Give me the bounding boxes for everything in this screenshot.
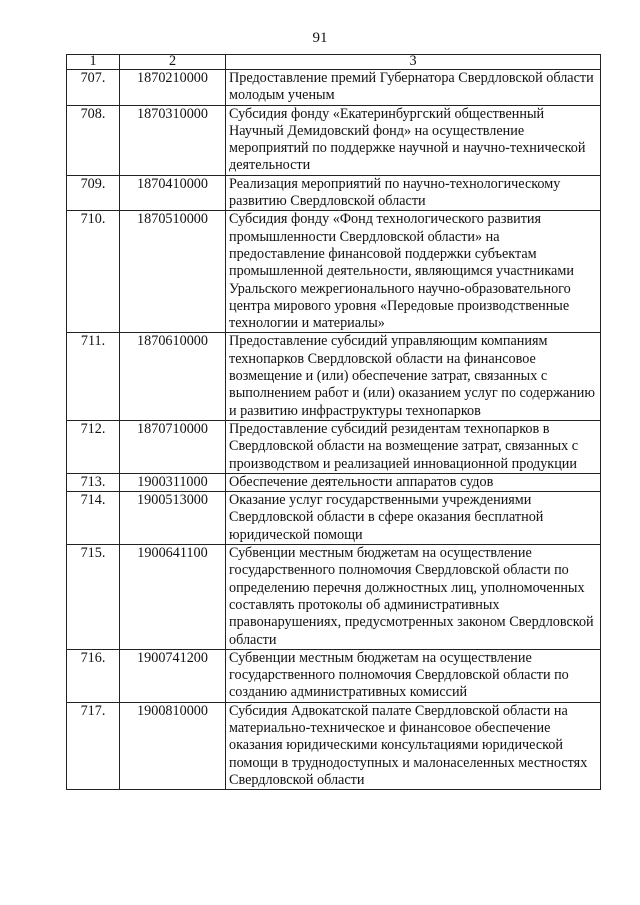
column-header-2: 2 xyxy=(120,55,226,70)
table-row xyxy=(67,105,601,175)
row-code: 1900810000 xyxy=(120,702,226,789)
column-header-3: 3 xyxy=(226,55,601,70)
row-code: 1900641100 xyxy=(120,545,226,650)
row-description: Предоставление субсидий резидентам технопарков в Свердловской области на возмещение затрат, связанных с производством и реализацией инновационной продукции xyxy=(226,420,601,473)
table-row xyxy=(67,420,601,473)
table-row xyxy=(67,211,601,333)
row-code: 1870310000 xyxy=(120,105,226,175)
row-number: 713. xyxy=(67,473,120,491)
row-number: 707. xyxy=(67,70,120,106)
row-number: 714. xyxy=(67,492,120,545)
row-number: 710. xyxy=(67,211,120,333)
row-description: Субсидия фонду «Екатеринбургский общественный Научный Демидовский фонд» на осуществление мероприятий по поддержке научной и научно-технической деятельности xyxy=(226,105,601,175)
row-description: Субвенции местным бюджетам на осуществление государственного полномочия Свердловской области по определению перечня должностных лиц, уполномоченных составлять протоколы об административных правонарушениях, предусмотренных законом Свердловской области xyxy=(226,545,601,650)
row-number: 712. xyxy=(67,420,120,473)
row-description: Субвенции местным бюджетам на осуществление государственного полномочия Свердловской области по созданию административных комиссий xyxy=(226,649,601,702)
row-number: 708. xyxy=(67,105,120,175)
row-code: 1900513000 xyxy=(120,492,226,545)
budget-codes-table xyxy=(66,54,601,790)
row-code: 1870510000 xyxy=(120,211,226,333)
row-description: Предоставление субсидий управляющим компаниям технопарков Свердловской области на финансовое возмещение и (или) обеспечение затрат, связанных с выполнением работ и (или) оказанием услуг по содержанию и развитию инфраструктуры технопарков xyxy=(226,333,601,420)
row-description: Субсидия Адвокатской палате Свердловской области на материально-техническое и финансовое обеспечение оказания юридическими консультациями юридической помощи в труднодоступных и малонаселенных местностях Свердловской области xyxy=(226,702,601,789)
row-number: 715. xyxy=(67,545,120,650)
row-code: 1870710000 xyxy=(120,420,226,473)
row-description: Предоставление премий Губернатора Свердловской области молодым ученым xyxy=(226,70,601,106)
table-row xyxy=(67,649,601,702)
table-row xyxy=(67,70,601,106)
table-row xyxy=(67,702,601,789)
row-code: 1900311000 xyxy=(120,473,226,491)
table-row xyxy=(67,492,601,545)
row-number: 717. xyxy=(67,702,120,789)
table-row xyxy=(67,473,601,491)
row-code: 1870410000 xyxy=(120,175,226,211)
table-row xyxy=(67,175,601,211)
column-header-1: 1 xyxy=(67,55,120,70)
row-description: Субсидия фонду «Фонд технологического развития промышленности Свердловской области» на предоставление финансовой поддержки субъектам промышленной деятельности, являющимся участниками Уральского межрегионального научно-образовательного центра мирового уровня «Передовые производственные технологии и материалы» xyxy=(226,211,601,333)
row-code: 1870210000 xyxy=(120,70,226,106)
row-number: 709. xyxy=(67,175,120,211)
page-number: 91 xyxy=(312,30,328,46)
row-number: 716. xyxy=(67,649,120,702)
row-code: 1870610000 xyxy=(120,333,226,420)
row-number: 711. xyxy=(67,333,120,420)
row-description: Реализация мероприятий по научно-технологическому развитию Свердловской области xyxy=(226,175,601,211)
row-code: 1900741200 xyxy=(120,649,226,702)
table-row xyxy=(67,333,601,420)
table-header-row xyxy=(67,55,601,70)
table-row xyxy=(67,545,601,650)
row-description: Оказание услуг государственными учреждениями Свердловской области в сфере оказания бесплатной юридической помощи xyxy=(226,492,601,545)
row-description: Обеспечение деятельности аппаратов судов xyxy=(226,473,601,491)
